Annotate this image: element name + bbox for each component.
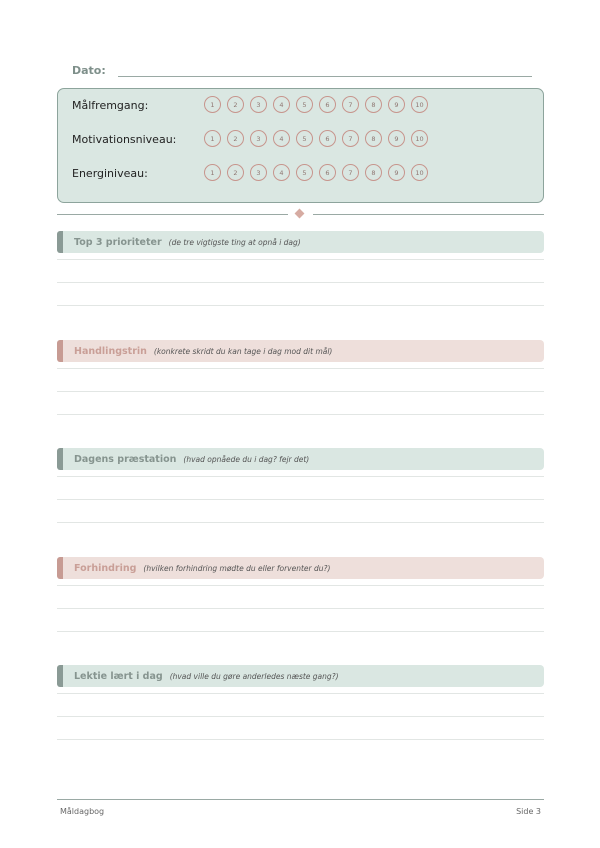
rating-circle[interactable]: 1 xyxy=(204,130,221,147)
writing-line[interactable] xyxy=(57,259,544,260)
section-title: Dagens præstation xyxy=(74,453,177,465)
section-accent-bar xyxy=(57,665,63,687)
rating-circle[interactable]: 7 xyxy=(342,96,359,113)
section-header xyxy=(57,448,544,470)
rating-label: Målfremgang: xyxy=(72,99,149,112)
writing-line[interactable] xyxy=(57,476,544,477)
writing-line[interactable] xyxy=(57,585,544,586)
footer-title: Måldagbog xyxy=(60,807,105,816)
section-divider xyxy=(57,210,544,220)
rating-circle[interactable]: 5 xyxy=(296,130,313,147)
rating-circle[interactable]: 2 xyxy=(227,96,244,113)
rating-circle[interactable]: 3 xyxy=(250,130,267,147)
rating-circle[interactable]: 6 xyxy=(319,164,336,181)
date-field[interactable] xyxy=(118,76,532,77)
section-header xyxy=(57,231,544,253)
rating-circle[interactable]: 7 xyxy=(342,130,359,147)
rating-circle[interactable]: 8 xyxy=(365,164,382,181)
writing-line[interactable] xyxy=(57,522,544,523)
writing-line[interactable] xyxy=(57,391,544,392)
rating-circle[interactable]: 1 xyxy=(204,164,221,181)
section-title: Top 3 prioriteter xyxy=(74,236,162,248)
rating-scale xyxy=(204,164,434,181)
rating-circle[interactable]: 4 xyxy=(273,130,290,147)
section-title: Forhindring xyxy=(74,562,137,574)
section-hint: (hvad opnåede du i dag? fejr det) xyxy=(183,454,310,464)
section-accent-bar xyxy=(57,340,63,362)
writing-line[interactable] xyxy=(57,693,544,694)
section-accent-bar xyxy=(57,557,63,579)
section-obstacle xyxy=(57,557,544,579)
date-label: Dato: xyxy=(72,64,106,77)
writing-line[interactable] xyxy=(57,716,544,717)
writing-line[interactable] xyxy=(57,499,544,500)
writing-line[interactable] xyxy=(57,414,544,415)
rating-circle[interactable]: 8 xyxy=(365,96,382,113)
rating-row-energy xyxy=(72,164,532,184)
diamond-icon xyxy=(295,209,305,219)
writing-line[interactable] xyxy=(57,739,544,740)
rating-circle[interactable]: 5 xyxy=(296,96,313,113)
rating-circle[interactable]: 9 xyxy=(388,130,405,147)
section-hint: (de tre vigtigste ting at opnå i dag) xyxy=(168,237,301,247)
rating-label: Energiniveau: xyxy=(72,167,148,180)
section-action-steps xyxy=(57,340,544,362)
rating-circle[interactable]: 6 xyxy=(319,130,336,147)
section-accent-bar xyxy=(57,448,63,470)
rating-scale xyxy=(204,96,434,113)
divider-line-left xyxy=(57,214,288,215)
section-hint: (hvad ville du gøre anderledes næste gang?) xyxy=(169,671,339,681)
section-title: Lektie lært i dag xyxy=(74,670,163,682)
section-header xyxy=(57,557,544,579)
rating-circle[interactable]: 6 xyxy=(319,96,336,113)
rating-circle[interactable]: 4 xyxy=(273,96,290,113)
date-row xyxy=(72,62,532,82)
section-lesson-learned xyxy=(57,665,544,687)
section-hint: (hvilken forhindring mødte du eller forventer du?) xyxy=(143,563,331,573)
section-daily-achievement xyxy=(57,448,544,470)
rating-circle[interactable]: 10 xyxy=(411,96,428,113)
rating-circle[interactable]: 4 xyxy=(273,164,290,181)
writing-line[interactable] xyxy=(57,368,544,369)
writing-line[interactable] xyxy=(57,305,544,306)
section-accent-bar xyxy=(57,231,63,253)
rating-row-motivation xyxy=(72,130,532,150)
page-number: Side 3 xyxy=(516,807,541,816)
rating-circle[interactable]: 10 xyxy=(411,164,428,181)
rating-box xyxy=(57,88,544,203)
divider-line-right xyxy=(313,214,544,215)
rating-circle[interactable]: 7 xyxy=(342,164,359,181)
rating-circle[interactable]: 10 xyxy=(411,130,428,147)
rating-circle[interactable]: 8 xyxy=(365,130,382,147)
rating-circle[interactable]: 9 xyxy=(388,164,405,181)
rating-circle[interactable]: 3 xyxy=(250,164,267,181)
section-hint: (konkrete skridt du kan tage i dag mod dit mål) xyxy=(153,346,333,356)
section-header xyxy=(57,340,544,362)
writing-line[interactable] xyxy=(57,631,544,632)
rating-label: Motivationsniveau: xyxy=(72,133,177,146)
rating-row-goal-progress xyxy=(72,96,532,116)
rating-circle[interactable]: 5 xyxy=(296,164,313,181)
rating-scale xyxy=(204,130,434,147)
writing-line[interactable] xyxy=(57,608,544,609)
rating-circle[interactable]: 3 xyxy=(250,96,267,113)
rating-circle[interactable]: 9 xyxy=(388,96,405,113)
rating-circle[interactable]: 2 xyxy=(227,164,244,181)
section-top-priorities xyxy=(57,231,544,253)
writing-line[interactable] xyxy=(57,282,544,283)
rating-circle[interactable]: 1 xyxy=(204,96,221,113)
rating-circle[interactable]: 2 xyxy=(227,130,244,147)
section-title: Handlingstrin xyxy=(74,345,147,357)
section-header xyxy=(57,665,544,687)
footer-divider xyxy=(57,799,544,800)
